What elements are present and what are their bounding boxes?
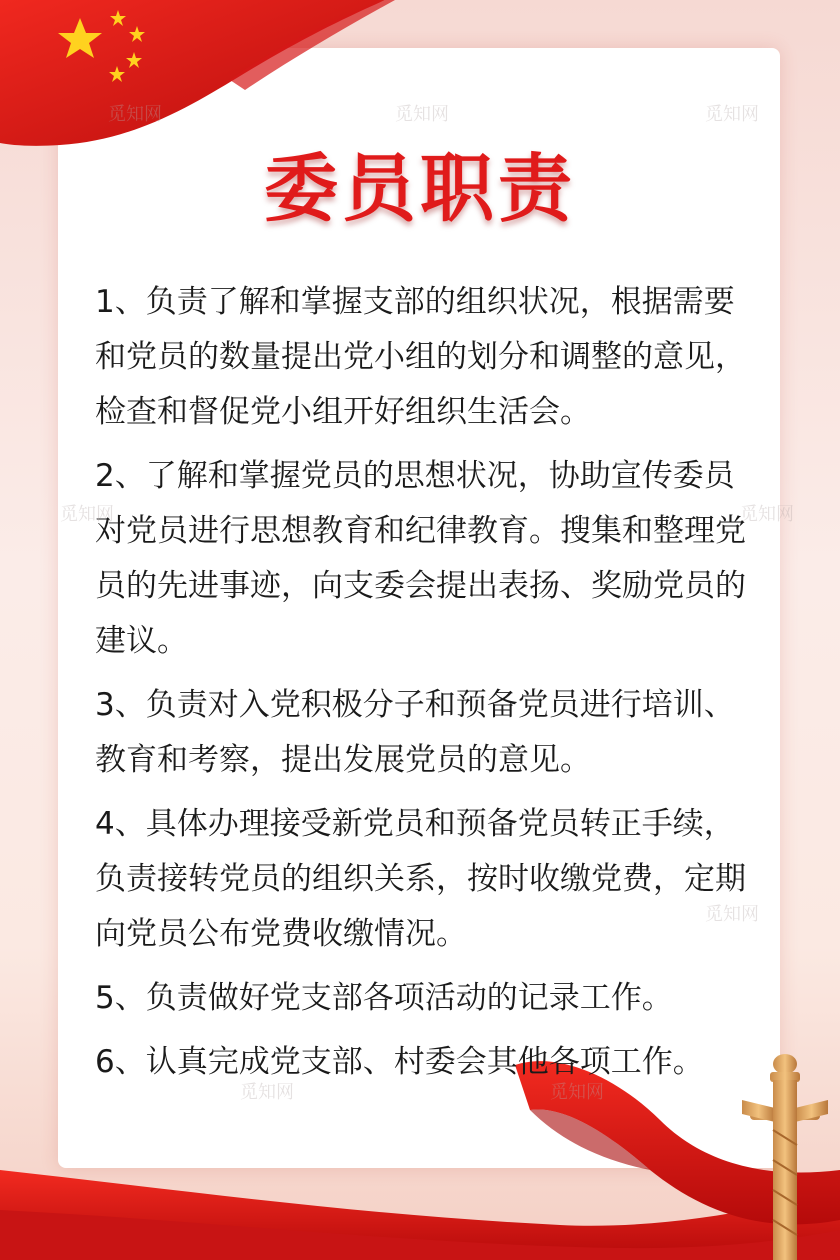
list-item: 5、负责做好党支部各项活动的记录工作。 [95, 980, 673, 1016]
list-item: 1、负责了解和掌握支部的组织状况，根据需要和党员的数量提出党小组的划分和调整的意见，检查和督促党小组开好组织生活会。 [95, 284, 746, 430]
watermark: 觅知网 [705, 104, 759, 125]
page-title: 委员职责 [264, 146, 576, 232]
watermark: 觅知网 [705, 904, 759, 925]
watermark: 觅知网 [395, 104, 449, 125]
duty-list [95, 275, 755, 1099]
watermark: 觅知网 [108, 104, 162, 125]
watermark: 觅知网 [550, 1082, 604, 1103]
huabiao-pillar-icon [740, 1050, 830, 1260]
list-item: 2、了解和掌握党员的思想状况，协助宣传委员对党员进行思想教育和纪律教育。搜集和整理党员的先进事迹，向支委会提出表扬、奖励党员的建议。 [95, 458, 746, 659]
watermark: 觅知网 [60, 504, 114, 525]
watermark: 觅知网 [740, 504, 794, 525]
list-item: 3、负责对入党积极分子和预备党员进行培训、教育和考察，提出发展党员的意见。 [95, 687, 735, 778]
list-item: 6、认真完成党支部、村委会其他各项工作。 [95, 1044, 704, 1080]
list-item: 4、具体办理接受新党员和预备党员转正手续，负责接转党员的组织关系，按时收缴党费，定期向党员公布党费收缴情况。 [95, 806, 746, 952]
watermark: 觅知网 [240, 1082, 294, 1103]
